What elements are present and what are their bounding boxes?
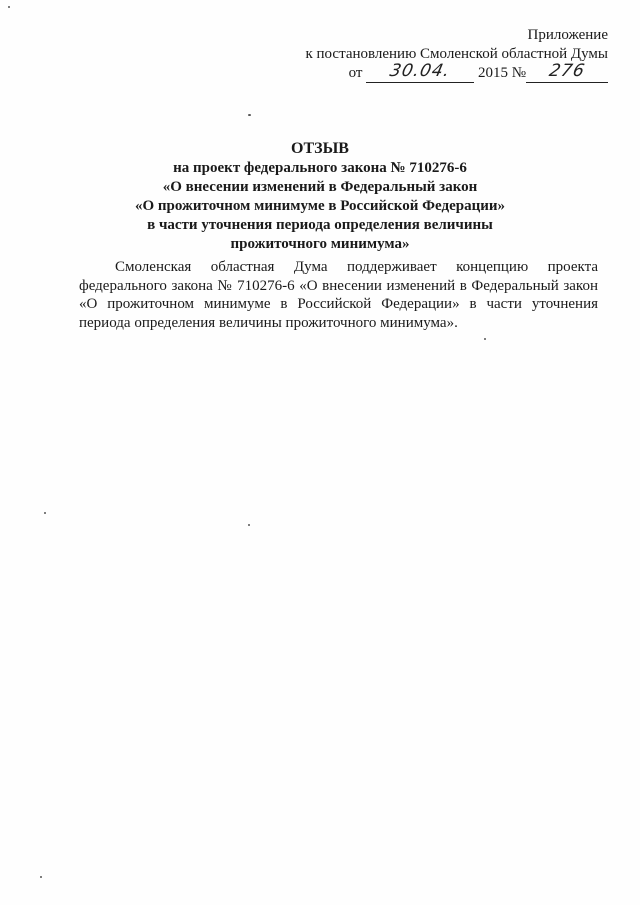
appendix-block: [305, 26, 608, 83]
body-paragraph: Смоленская областная Дума поддерживает концепцию проекта федерального закона № 710276-6 «О внесении изменений в Федеральный закон «О прожиточном минимуме в Российской Федерации» в части уточнения периода определения величины прожиточного минимума».: [79, 259, 598, 331]
handwritten-number: 276: [547, 61, 587, 81]
date-field: [366, 61, 474, 83]
heading-line: прожиточного минимума»: [230, 236, 410, 252]
scan-speck: [44, 512, 46, 514]
scan-speck: [248, 524, 250, 526]
appendix-title: Приложение: [527, 27, 608, 43]
scan-speck: [248, 114, 251, 116]
heading-title: ОТЗЫВ: [291, 140, 349, 157]
number-field: [526, 61, 608, 83]
heading-line: на проект федерального закона № 710276-6: [173, 160, 467, 176]
heading-line: в части уточнения периода определения величины: [147, 217, 493, 233]
scan-speck: [8, 6, 10, 8]
appendix-resolution-line: к постановлению Смоленской областной Думы: [305, 46, 608, 62]
scan-speck: [40, 876, 42, 878]
appendix-date-line: [305, 61, 608, 83]
from-label: от: [348, 65, 363, 81]
document-heading: [60, 139, 580, 254]
year-number-label: 2015 №: [477, 65, 526, 81]
scan-speck: [484, 338, 486, 340]
handwritten-date: 30.04.: [388, 61, 453, 81]
heading-line: «О внесении изменений в Федеральный закон: [162, 179, 478, 195]
heading-line: «О прожиточном минимуме в Российской Федерации»: [135, 198, 505, 214]
